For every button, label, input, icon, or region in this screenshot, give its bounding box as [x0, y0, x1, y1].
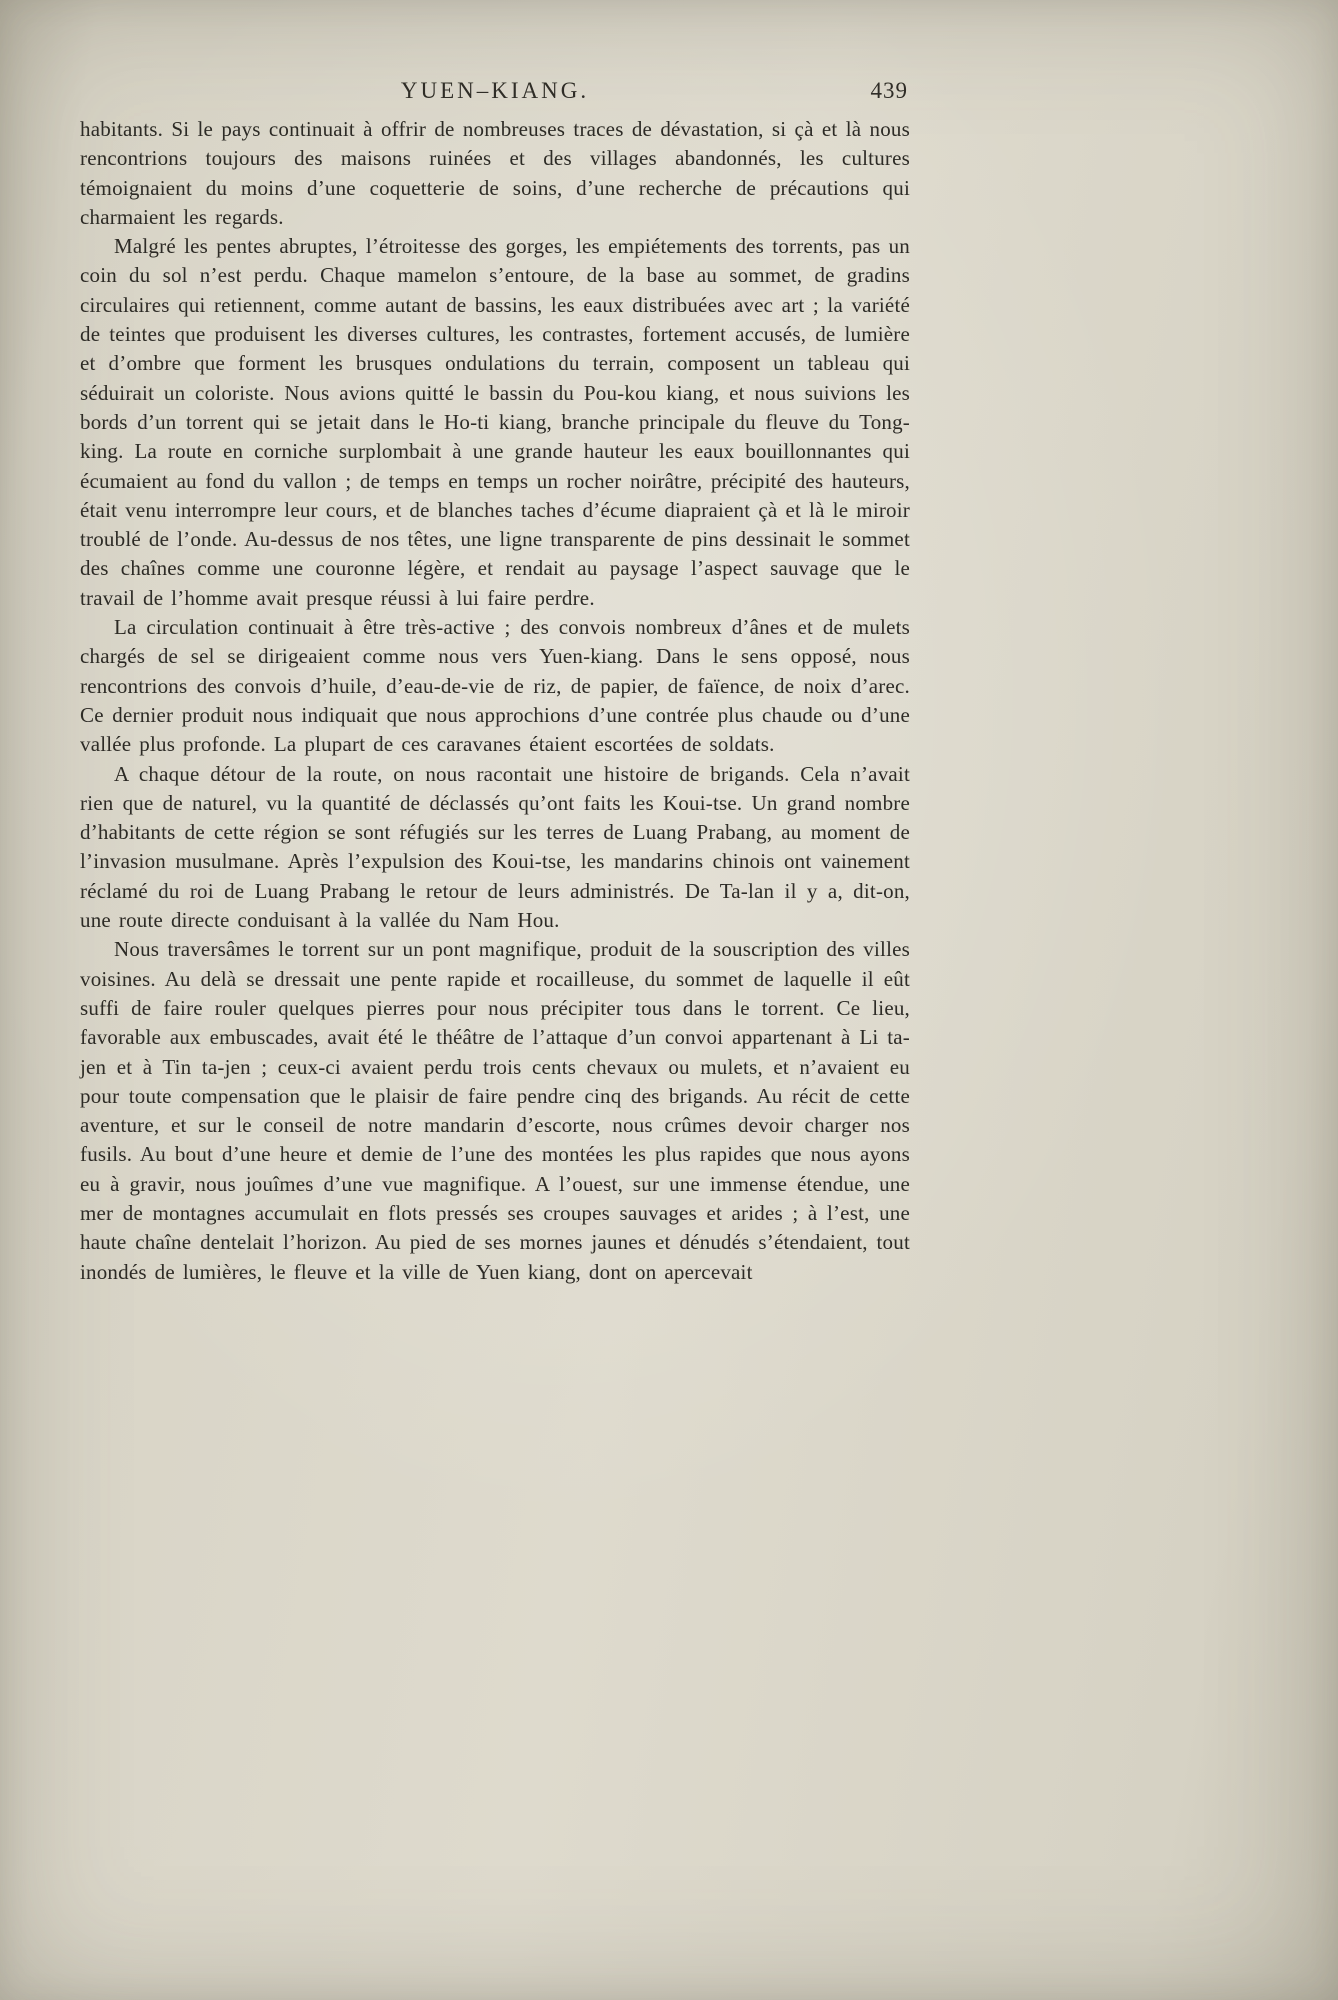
paragraph: habitants. Si le pays continuait à offrir de nombreuses traces de dévastation, si çà et là nous rencontrions toujours des maisons ruinées et des villages abandonnés, les cultures témoignaient du moins d’une coquetterie de soins, d’une recherche de précautions qui charmaient les regards.: [80, 117, 910, 229]
paragraph: A chaque détour de la route, on nous racontait une histoire de brigands. Cela n’avait rien que de naturel, vu la quantité de déclassés qu’ont faits les Koui-tse. Un grand nombre d’habitants de cette région se sont réfugiés sur les terres de Luang Prabang, au moment de l’invasion musulmane. Après l’expulsion des Koui-tse, les mandarins chinois ont vainement réclamé du roi de Luang Prabang le retour de leurs administrés. De Ta-lan il y a, dit-on, une route directe conduisant à la vallée du Nam Hou.: [80, 761, 910, 933]
paragraph: Nous traversâmes le torrent sur un pont magnifique, produit de la souscription des villes voisines. Au delà se dressait une pente rapide et rocailleuse, du sommet de laquelle il eût suffi de faire rouler quelques pierres pour nous précipiter tous dans le torrent. Ce lieu, favorable aux embuscades, avait été le théâtre de l’attaque d’un convoi appartenant à Li ta-jen et à Tin ta-jen ; ceux-ci avaient perdu trois cents chevaux ou mulets, et n’avaient eu pour toute compensation que le plaisir de faire pendre cinq des brigands. Au récit de cette aventure, et sur le conseil de notre mandarin d’escorte, nous crûmes devoir charger nos fusils. Au bout d’une heure et demie de l’une des montées les plus rapides que nous ayons eu à gravir, nous jouîmes d’une vue magnifique. A l’ouest, sur une immense étendue, une mer de montagnes accumulait en flots pressés ses croupes sauvages et arides ; à l’est, une haute chaîne dentelait l’horizon. Au pied de ses mornes jaunes et dénudés s’étendaient, tout inondés de lumières, le fleuve et la ville de Yuen kiang, dont on apercevait: [80, 937, 910, 1284]
page-number: 439: [870, 78, 908, 103]
page-header: [80, 78, 910, 112]
paragraph: Malgré les pentes abruptes, l’étroitesse des gorges, les empiétements des torrents, pas un coin du sol n’est perdu. Chaque mamelon s’entoure, de la base au sommet, de gradins circulaires qui retiennent, comme autant de bassins, les eaux distribuées avec art ; la variété de teintes que produisent les diverses cultures, les contrastes, fortement accusés, de lumière et d’ombre que forment les brusques ondulations du terrain, composent un tableau qui séduirait un coloriste. Nous avions quitté le bassin du Pou-kou kiang, et nous suivions les bords d’un torrent qui se jetait dans le Ho-ti kiang, branche principale du fleuve du Tong-king. La route en corniche surplombait à une grande hauteur les eaux bouillonnantes qui écumaient au fond du vallon ; de temps en temps un rocher noirâtre, précipité des hauteurs, était venu interrompre leur cours, et de blanches taches d’écume diapraient çà et là le miroir troublé de l’onde. Au-dessus de nos têtes, une ligne transparente de pins dessinait le sommet des chaînes comme une couronne légère, et rendait au paysage l’aspect sauvage que le travail de l’homme avait presque réussi à lui faire perdre.: [80, 234, 910, 610]
page-content: [80, 78, 910, 1287]
running-header-title: YUEN–KIANG.: [400, 78, 590, 103]
paragraph: La circulation continuait à être très-active ; des convois nombreux d’ânes et de mulets chargés de sel se dirigeaient comme nous vers Yuen-kiang. Dans le sens opposé, nous rencontrions des convois d’huile, d’eau-de-vie de riz, de papier, de faïence, de noix d’arec. Ce dernier produit nous indiquait que nous approchions d’une contrée plus chaude ou d’une vallée plus profonde. La plupart de ces caravanes étaient escortées de soldats.: [80, 615, 910, 757]
body-text: [80, 115, 910, 1287]
